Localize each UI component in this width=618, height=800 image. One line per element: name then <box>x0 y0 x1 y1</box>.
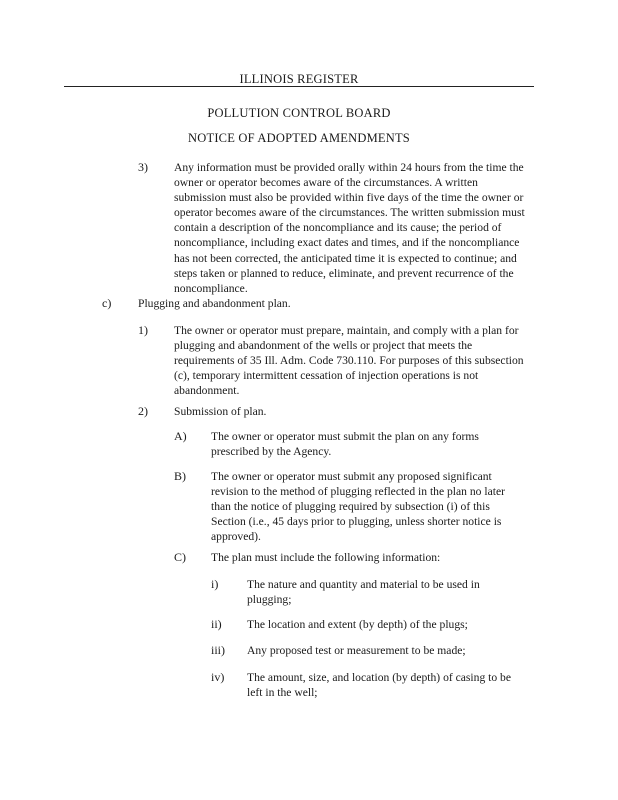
section-label: c) <box>102 296 112 310</box>
roman-label: i) <box>211 577 219 591</box>
subitem-text: The owner or operator must submit the plan on any forms prescribed by the Agency. <box>211 430 479 459</box>
subitem-label: A) <box>174 429 187 443</box>
roman-label: iii) <box>211 643 225 657</box>
roman-text: The nature and quantity and material to be used in plugging; <box>247 578 480 607</box>
subitem-text: The plan must include the following information: <box>211 551 441 564</box>
roman-text: The location and extent (by depth) of the plugs; <box>247 618 468 631</box>
subitem-label: C) <box>174 550 186 564</box>
roman-text: Any proposed test or measurement to be made; <box>247 644 466 657</box>
roman-label: iv) <box>211 670 225 684</box>
item-label: 3) <box>138 160 148 174</box>
agency-title: POLLUTION CONTROL BOARD <box>207 106 391 120</box>
item-text: Any information must be provided orally within 24 hours from the time the owner or operator becomes aware of the circumstances. A written submission must also be provided within five days of the time the owner or operator becomes aware of the circumstances. The written submission must contain a description of the noncompliance and its cause; the period of noncompliance, including exact dates and times, and if the noncompliance has not been corrected, the anticipated time it is expected to continue; and steps taken or planned to reduce, eliminate, and prevent recurrence of the noncompliance. <box>174 161 525 295</box>
subitem-label: B) <box>174 469 186 483</box>
roman-text: The amount, size, and location (by depth) of casing to be left in the well; <box>247 671 512 700</box>
subitem-text: The owner or operator must submit any proposed significant revision to the method of plugging reflected in the plan no later than the notice of plugging required by subsection (i) of this Section (i.e., 45 days prior to plugging, unless shorter notice is approved). <box>211 470 505 544</box>
item-text: The owner or operator must prepare, maintain, and comply with a plan for plugging and abandonment of the wells or project that meets the requirements of 35 Ill. Adm. Code 730.110. For purposes of this subsection (c), temporary intermittent cessation of injection operations is not abandonment. <box>174 324 524 398</box>
item-label: 2) <box>138 404 148 418</box>
roman-label: ii) <box>211 617 222 631</box>
item-text: Submission of plan. <box>174 405 267 418</box>
notice-title: NOTICE OF ADOPTED AMENDMENTS <box>188 131 410 145</box>
section-heading: Plugging and abandonment plan. <box>138 297 291 310</box>
item-label: 1) <box>138 323 148 337</box>
register-title: ILLINOIS REGISTER <box>239 72 359 86</box>
